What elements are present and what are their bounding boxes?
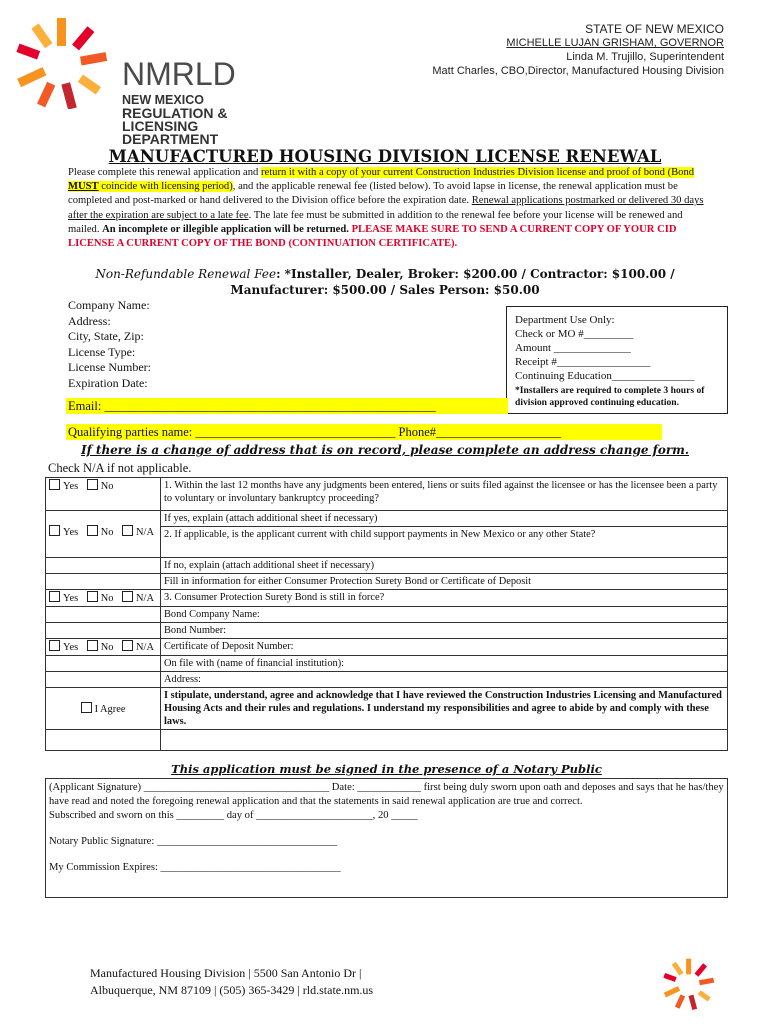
table-row [46,672,728,688]
empty-cell [46,730,161,751]
director: Matt Charles, CBO,Director, Manufactured Housing Division [432,65,724,77]
q1-explain[interactable]: If yes, explain (attach additional sheet if necessary) [161,511,728,527]
no-label: No [100,481,114,492]
empty-cell [46,558,161,574]
dept-use-heading: Department Use Only: [515,314,615,326]
q3-text: 3. Consumer Protection Surety Bond is still in force? [161,590,728,607]
table-row [46,688,728,730]
table-row [46,607,728,623]
no-label: No [100,642,114,653]
company-info [68,298,151,391]
table-row [46,478,728,511]
department-use-box [506,306,728,414]
bond-company-field[interactable]: Bond Company Name: [161,607,728,623]
dept-use-ce: Continuing Education_______________ [515,370,695,382]
nmrld-wordmark: NMRLD [122,56,236,92]
questions-table [45,477,728,751]
q2-options [46,511,161,558]
q1-no-checkbox[interactable] [87,479,98,490]
dept-use-check: Check or MO #_________ [515,328,634,340]
yes-label: Yes [63,593,79,604]
q2-na-checkbox[interactable] [122,525,133,536]
dept-line-2: REGULATION & [122,105,228,121]
intro-late-fee: Renewal applications postmarked or delivered 30 days after the expiration are subject to a late fee [68,195,704,221]
intro-text-3: , and the applicable renewal fee (listed below). To avoid lapse in license, the renewal application must be completed and post-marked or hand delivered to the Division office before the expiration date. [68,181,678,207]
yes-label: Yes [63,481,79,492]
na-label: N/A [136,527,154,538]
intro-paragraph [68,166,708,251]
starburst-logo-icon [662,955,718,1011]
q2-explain[interactable]: If no, explain (attach additional sheet if necessary) [161,558,728,574]
intro-text-5: . The late fee must be submitted in addition to the renewal fee before your license will be renewed and mailed. [68,209,683,235]
license-number-field[interactable]: License Number: [68,360,151,374]
footer-line-2: Albuquerque, NM 87109 | (505) 365-3429 | rld.state.nm.us [90,983,374,997]
q3-na-checkbox[interactable] [122,591,133,602]
ce-note: *Installers are required to complete 3 hours of division approved continuing education. [515,385,705,408]
check-na-instruction: Check N/A if not applicable. [48,461,192,475]
q2-yes-checkbox[interactable] [49,525,60,536]
cod-number-field[interactable]: Certificate of Deposit Number: [161,639,728,656]
stipulation-text: I stipulate, understand, agree and acknowledge that I have reviewed the Construction Industries Licensing and Manufactured Housing Acts and their rules and regulations. I understand my responsibilities and agree to abide by and comply with these laws. [161,688,728,730]
intro-highlight: return it with a copy of your current Construction Industries Division license and proof of bond (Bond [260,167,695,178]
q1-yes-checkbox[interactable] [49,479,60,490]
expiration-date-field[interactable]: Expiration Date: [68,375,148,390]
notary-section [45,778,728,898]
intro-warning: PLEASE MAKE SURE TO SEND A CURRENT COPY OF YOUR CID LICENSE A CURRENT COPY OF THE BOND (CONTINUATION CERTIFICATE). [68,223,677,250]
page-title: MANUFACTURED HOUSING DIVISION LICENSE RENEWAL [108,147,662,166]
letterhead-officials [432,22,724,78]
empty-cell [46,607,161,623]
fee-label: Non-Refundable Renewal Fee [95,267,277,281]
applicant-signature-line[interactable]: (Applicant Signature) ___________________________________ Date: ____________ first being duly sworn upon oath and deposes and says that he has/they have read and noted the foregoing renewal application and that the statements in said renewal application are true and correct. [49,782,724,807]
footer-logo [662,955,718,1015]
starburst-logo-icon [14,14,114,109]
q1-text: 1. Within the last 12 months have any judgments been entered, liens or suits filed against the licensee or has the licensee been a party to voluntary or involuntary bankruptcy proceeding? [161,478,728,511]
address-field[interactable]: Address: [68,313,111,328]
no-label: No [100,527,114,538]
bond-number-field[interactable]: Bond Number: [161,623,728,639]
table-row [46,623,728,639]
bank-address-field[interactable]: Address: [161,672,728,688]
yes-label: Yes [63,642,79,653]
qualifying-party-field[interactable]: Qualifying parties name: ________________________________ Phone#____________________ [66,424,662,440]
notary-heading: This application must be signed in the presence of a Notary Public [171,762,602,776]
department-name [122,94,284,146]
na-label: N/A [136,593,154,604]
empty-cell [46,574,161,590]
empty-cell [46,672,161,688]
table-row [46,558,728,574]
table-row [46,639,728,656]
na-label: N/A [136,642,154,653]
fee-line-2: Manufacturer: $500.00 / Sales Person: $50.00 [230,283,540,297]
intro-highlight-end: coincide with licensing period) [98,181,233,193]
intro-incomplete: An incomplete or illegible application will be returned. [102,223,349,235]
empty-cell [46,623,161,639]
license-type-field[interactable]: License Type: [68,344,136,359]
table-row [46,730,728,751]
table-row [46,590,728,607]
dept-use-receipt: Receipt #_________________ [515,356,651,368]
renewal-fee [60,266,710,298]
table-row [46,574,728,590]
agree-option [46,688,161,730]
q1-options [46,478,161,511]
no-label: No [100,593,114,604]
agree-label: I Agree [94,703,126,715]
city-state-zip-field[interactable]: City, State, Zip: [68,329,144,343]
nmrld-logo [14,14,284,147]
empty-cell [46,656,161,672]
commission-expires-line[interactable]: My Commission Expires: __________________________________ [49,862,341,873]
q2-text: 2. If applicable, is the applicant current with child support payments in New Mexico or any other State? [161,527,728,558]
address-change-note: If there is a change of address that is on record, please complete an address change form. [80,443,690,457]
email-field[interactable]: Email: _____________________________________________________ [66,398,508,414]
q3-yes-checkbox[interactable] [49,591,60,602]
dept-line-1: NEW MEXICO [122,93,204,107]
state-name: STATE OF NEW MEXICO [585,22,724,36]
superintendent: Linda M. Trujillo, Superintendent [566,51,724,63]
q3-no-checkbox[interactable] [87,591,98,602]
company-name-field[interactable]: Company Name: [68,298,150,312]
i-agree-checkbox[interactable] [81,702,92,713]
cod-no-checkbox[interactable] [87,640,98,651]
yes-label: Yes [63,527,79,538]
intro-text-1: Please complete this renewal application and [68,167,261,178]
cod-yes-checkbox[interactable] [49,640,60,651]
notary-signature-line[interactable]: Notary Public Signature: __________________________________ [49,836,338,847]
q2-no-checkbox[interactable] [87,525,98,536]
subscribed-sworn-line[interactable]: Subscribed and sworn on this _________ day of ______________________, 20 _____ [49,810,418,821]
on-file-field[interactable]: On file with (name of financial institution): [161,656,728,672]
table-row [46,511,728,527]
table-row [46,656,728,672]
cod-na-checkbox[interactable] [122,640,133,651]
dept-use-amount: Amount ______________ [515,342,631,354]
fee-line-1: : *Installer, Dealer, Broker: $200.00 / Contractor: $100.00 / [276,267,675,281]
footer-line-1: Manufactured Housing Division | 5500 San Antonio Dr | [90,966,362,980]
governor: MICHELLE LUJAN GRISHAM, GOVERNOR [506,37,724,49]
intro-must: MUST [68,181,99,193]
footer-address [90,965,373,999]
q3-options [46,590,161,607]
empty-cell [161,730,728,751]
fill-info: Fill in information for either Consumer Protection Surety Bond or Certificate of Deposit [161,574,728,590]
cod-options [46,639,161,656]
dept-line-3: LICENSING DEPARTMENT [122,118,219,147]
